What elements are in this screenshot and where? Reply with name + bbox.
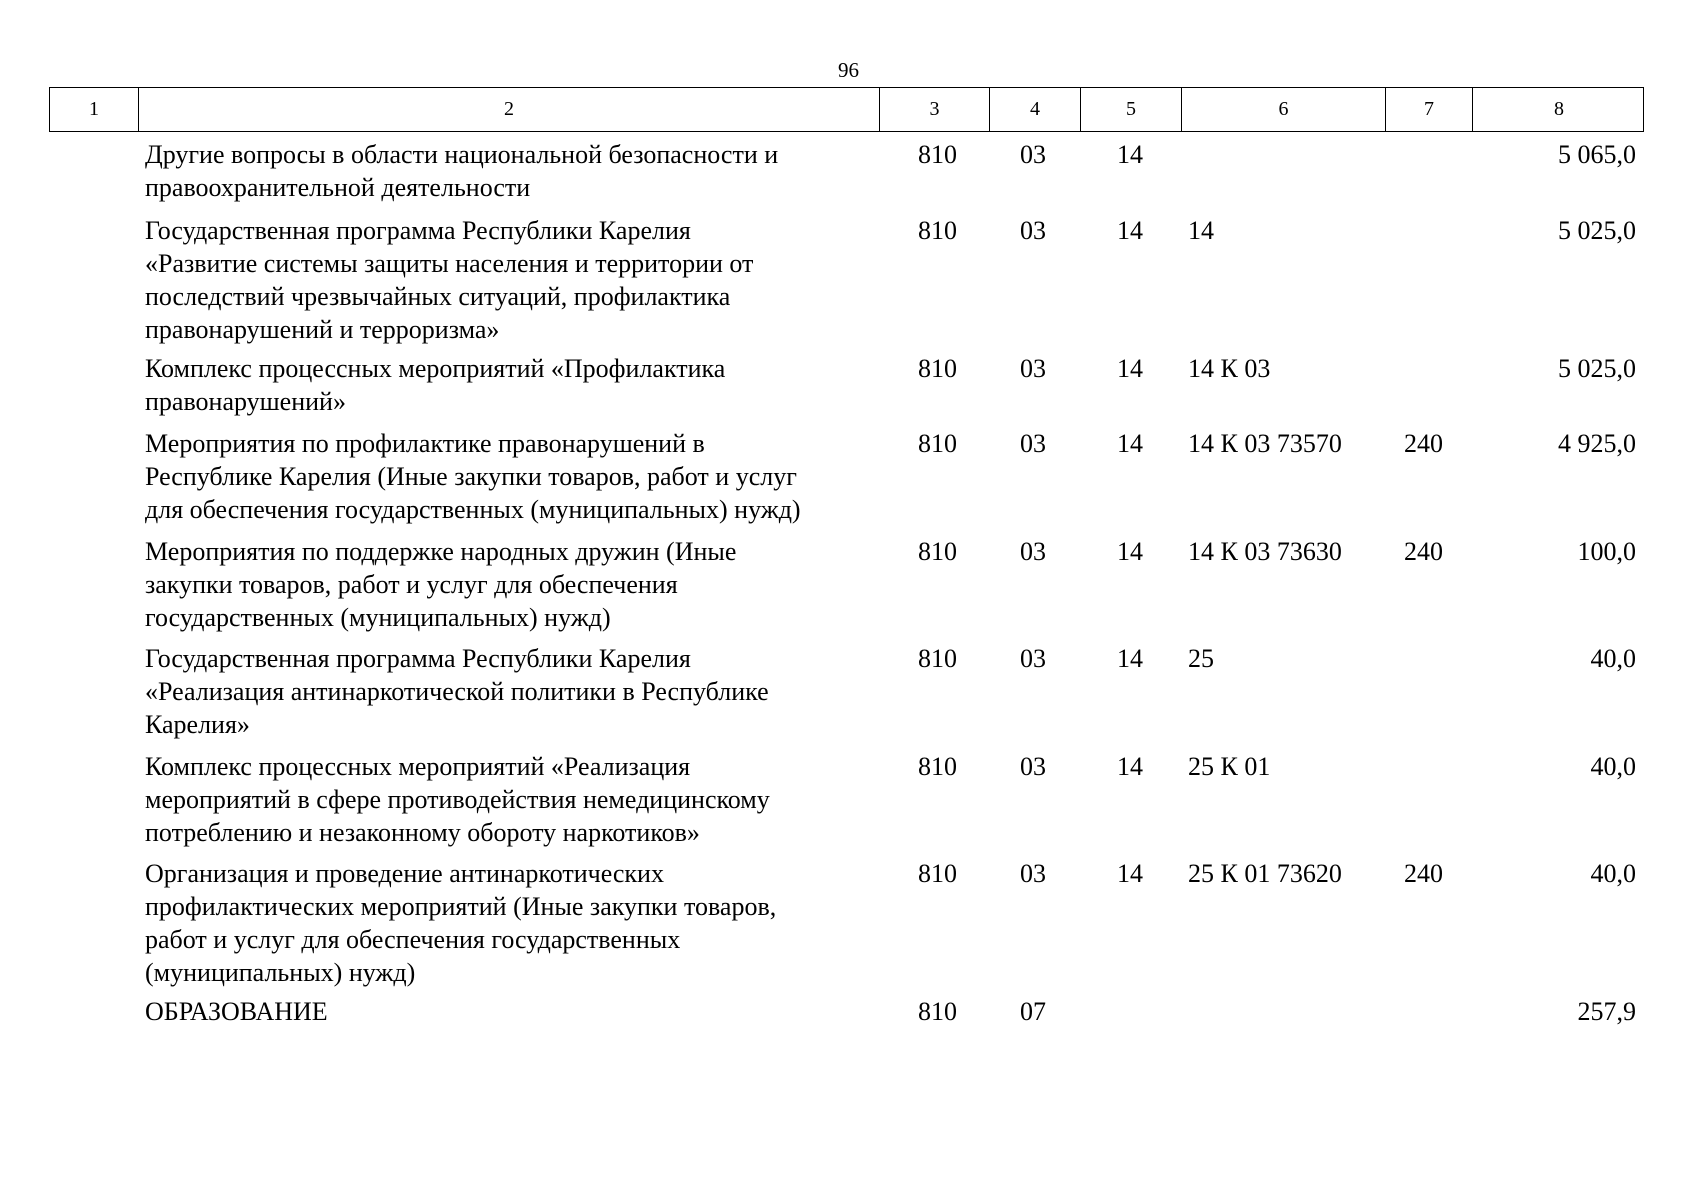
cell-c7 [1384, 214, 1471, 346]
table-row [49, 427, 1644, 526]
cell-c3: 810 [918, 997, 957, 1026]
cell-c4: 03 [1020, 859, 1046, 888]
cell-c4: 03 [1020, 354, 1046, 383]
cell-c8: 5 025,0 [1558, 354, 1636, 383]
cell-c4: 03 [1020, 644, 1046, 673]
cell-item-name [137, 642, 878, 741]
cell-c5: 14 [1117, 537, 1143, 566]
cell-c5: 14 [1117, 354, 1143, 383]
header-col-4: 4 [989, 88, 1080, 131]
cell-item-name [137, 352, 878, 418]
cell-c6: 14 [1188, 216, 1214, 245]
table-row [49, 214, 1644, 346]
cell-c4: 03 [1020, 140, 1046, 169]
cell-c8: 40,0 [1590, 644, 1636, 673]
item-name-line: закупки товаров, работ и услуг для обеспечения [145, 570, 678, 599]
cell-c8: 100,0 [1577, 537, 1636, 566]
cell-c3: 810 [918, 429, 957, 458]
cell-c7: 240 [1404, 537, 1443, 566]
cell-c7: 240 [1404, 859, 1443, 888]
item-name-line: «Развитие системы защиты населения и территории от [145, 249, 754, 278]
cell-c4: 03 [1020, 216, 1046, 245]
cell-item-name [137, 214, 878, 346]
table-row [49, 857, 1644, 989]
item-name-line: правонарушений» [145, 387, 346, 416]
table-row [49, 535, 1644, 634]
cell-item-name [137, 995, 878, 1028]
item-name-line: правонарушений и терроризма» [145, 315, 500, 344]
cell-col-1 [49, 750, 137, 849]
table-row [49, 138, 1644, 204]
cell-col-1 [49, 857, 137, 989]
cell-col-1 [49, 535, 137, 634]
table-row [49, 642, 1644, 741]
item-name-line: государственных (муниципальных) нужд) [145, 603, 611, 632]
item-name-line: Республике Карелия (Иные закупки товаров, работ и услуг [145, 462, 797, 491]
cell-c3: 810 [918, 216, 957, 245]
cell-c3: 810 [918, 859, 957, 888]
item-name-line: (муниципальных) нужд) [145, 958, 416, 987]
cell-c5: 14 [1117, 216, 1143, 245]
item-name-line: последствий чрезвычайных ситуаций, профилактика [145, 282, 731, 311]
header-col-3: 3 [879, 88, 989, 131]
cell-c4: 03 [1020, 537, 1046, 566]
cell-c5: 14 [1117, 752, 1143, 781]
cell-col-1 [49, 138, 137, 204]
cell-col-1 [49, 995, 137, 1028]
budget-table [49, 87, 1644, 1026]
cell-item-name [137, 750, 878, 849]
cell-c6 [1180, 995, 1384, 1028]
header-col-1: 1 [89, 98, 99, 120]
cell-c8: 5 025,0 [1558, 216, 1636, 245]
cell-c8: 257,9 [1577, 997, 1636, 1026]
header-col-5: 5 [1080, 88, 1181, 131]
cell-item-name [137, 857, 878, 989]
item-name-line: Мероприятия по профилактике правонарушений в [145, 429, 705, 458]
item-name-line: мероприятий в сфере противодействия немедицинскому [145, 785, 770, 814]
table-row [49, 995, 1644, 1028]
item-name-line: Государственная программа Республики Карелия [145, 644, 691, 673]
cell-c4: 03 [1020, 752, 1046, 781]
cell-c4: 07 [1020, 997, 1046, 1026]
cell-c5: 14 [1117, 644, 1143, 673]
item-name-line: для обеспечения государственных (муниципальных) нужд) [145, 495, 801, 524]
item-name-line: профилактических мероприятий (Иные закупки товаров, [145, 892, 777, 921]
cell-c7: 240 [1404, 429, 1443, 458]
header-col-2: 2 [138, 88, 879, 131]
cell-col-1 [49, 427, 137, 526]
item-name-line: Комплекс процессных мероприятий «Реализация [145, 752, 691, 781]
cell-c6: 25 К 01 [1188, 752, 1271, 781]
item-name-line: Карелия» [145, 710, 250, 739]
cell-col-1 [49, 214, 137, 346]
header-col-7: 7 [1385, 88, 1472, 131]
cell-c6: 14 К 03 73630 [1188, 537, 1342, 566]
cell-c3: 810 [918, 537, 957, 566]
cell-c6: 25 [1188, 644, 1214, 673]
item-name-line: Комплекс процессных мероприятий «Профилактика [145, 354, 726, 383]
cell-c8: 5 065,0 [1558, 140, 1636, 169]
item-name-line: ОБРАЗОВАНИЕ [145, 997, 328, 1026]
cell-c7 [1384, 750, 1471, 849]
cell-item-name [137, 427, 878, 526]
item-name-line: Организация и проведение антинаркотических [145, 859, 664, 888]
item-name-line: работ и услуг для обеспечения государственных [145, 925, 681, 954]
cell-col-1 [49, 352, 137, 418]
cell-c3: 810 [918, 644, 957, 673]
cell-c7 [1384, 138, 1471, 204]
item-name-line: «Реализация антинаркотической политики в Республике [145, 677, 769, 706]
cell-item-name [137, 138, 878, 204]
header-col-6: 6 [1181, 88, 1385, 131]
cell-c5: 14 [1117, 140, 1143, 169]
cell-c7 [1384, 995, 1471, 1028]
cell-c3: 810 [918, 354, 957, 383]
table-row [49, 352, 1644, 418]
item-name-line: Другие вопросы в области национальной безопасности и [145, 140, 779, 169]
header-col-8: 8 [1472, 88, 1645, 131]
cell-c8: 4 925,0 [1558, 429, 1636, 458]
cell-c5 [1079, 995, 1180, 1028]
item-name-line: Государственная программа Республики Карелия [145, 216, 691, 245]
item-name-line: правоохранительной деятельности [145, 173, 531, 202]
item-name-line: Мероприятия по поддержке народных дружин (Иные [145, 537, 737, 566]
table-row [49, 750, 1644, 849]
cell-c8: 40,0 [1590, 859, 1636, 888]
cell-c7 [1384, 642, 1471, 741]
cell-c8: 40,0 [1590, 752, 1636, 781]
cell-c6: 14 К 03 [1188, 354, 1271, 383]
cell-item-name [137, 535, 878, 634]
table-header-row [49, 87, 1644, 132]
cell-c6 [1180, 138, 1384, 204]
cell-c5: 14 [1117, 859, 1143, 888]
cell-c6: 25 К 01 73620 [1188, 859, 1342, 888]
cell-c3: 810 [918, 752, 957, 781]
cell-c5: 14 [1117, 429, 1143, 458]
cell-col-1 [49, 642, 137, 741]
cell-c4: 03 [1020, 429, 1046, 458]
item-name-line: потреблению и незаконному обороту наркотиков» [145, 818, 700, 847]
cell-c7 [1384, 352, 1471, 418]
page-number: 96 [838, 58, 859, 82]
cell-c6: 14 К 03 73570 [1188, 429, 1342, 458]
cell-c3: 810 [918, 140, 957, 169]
